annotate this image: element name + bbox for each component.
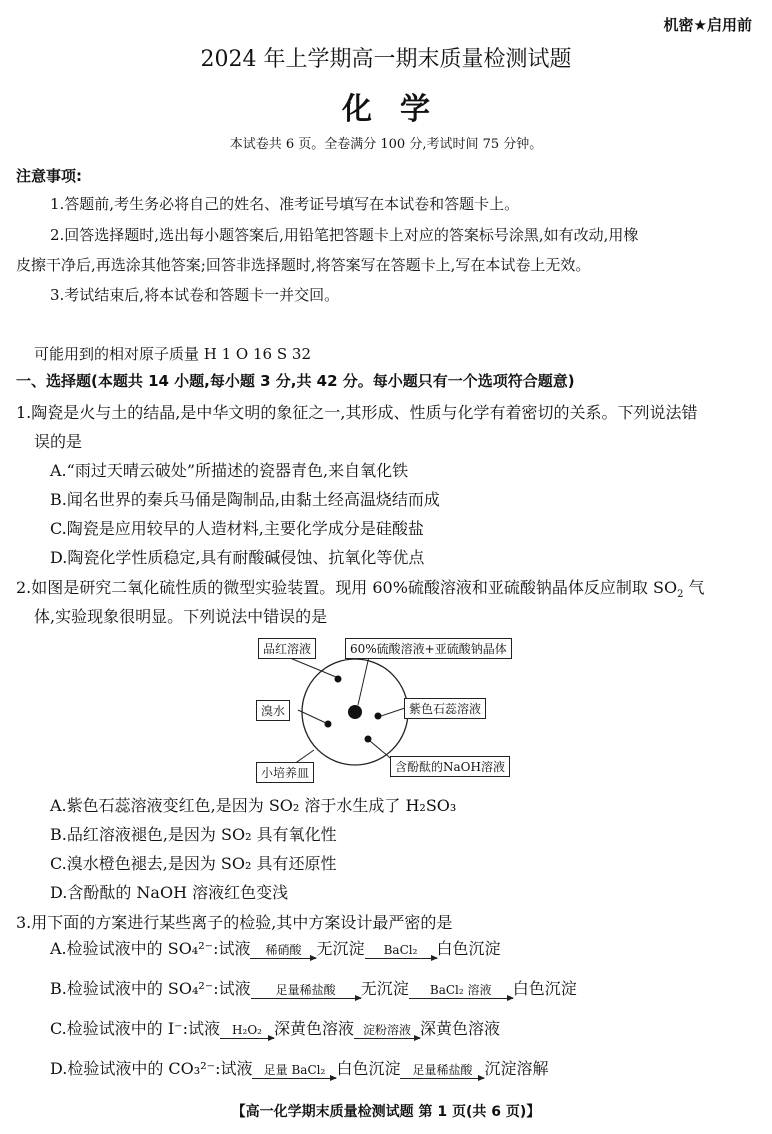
- q2-option-b: B.品红溶液褪色,是因为 SO₂ 具有氧化性: [50, 825, 337, 844]
- q2-stem: 2.如图是研究二氧化硫性质的微型实验装置。现用 60%硫酸溶液和亚硫酸钠晶体反应制取 $SO_2$ 气: [16, 578, 705, 601]
- center-reagent-dot: [348, 705, 362, 719]
- atomic-mass: 可能用到的相对原子质量 H 1 O 16 S 32: [34, 345, 311, 363]
- q1-option-d: D.陶瓷化学性质稳定,具有耐酸碱侵蚀、抗氧化等优点: [50, 548, 425, 567]
- subject-title: 化学: [342, 92, 458, 127]
- q3-option-c: C.检验试液中的 I⁻:试液 H₂O₂ 深黄色溶液 淀粉溶液 深黄色溶液: [50, 1019, 501, 1038]
- notice-item-2-cont: 皮擦干净后,再选涂其他答案;回答非选择题时,将答案写在答题卡上,写在本试卷上无效。: [16, 256, 591, 274]
- label-dish: 小培养皿: [256, 762, 314, 783]
- page-footer: 【高一化学期末质量检测试题 第 1 页(共 6 页)】: [231, 1104, 541, 1120]
- pinhong-leader: [290, 658, 336, 677]
- q1-option-a: A.“雨过天晴云破处”所描述的瓷器青色,来自氧化铁: [50, 461, 409, 480]
- q2-option-a: A.紫色石蕊溶液变红色,是因为 SO₂ 溶于水生成了 H₂SO₃: [50, 796, 457, 815]
- q3-stem: 3.用下面的方案进行某些离子的检验,其中方案设计最严密的是: [16, 913, 453, 932]
- q3-option-b: B.检验试液中的 SO₄²⁻:试液 足量稀盐酸 无沉淀 BaCl₂ 溶液 白色沉淀: [50, 979, 577, 998]
- q2-stem-cont: 体,实验现象很明显。下列说法中错误的是: [34, 607, 328, 626]
- notice-item-2: 2.回答选择题时,选出每小题答案后,用铅笔把答题卡上对应的答案标号涂黑,如有改动,用橡: [50, 226, 639, 244]
- label-shirui: 紫色石蕊溶液: [404, 698, 486, 719]
- label-center-reagent: 60%硫酸溶液+亚硫酸钠晶体: [345, 638, 512, 659]
- q1-option-c: C.陶瓷是应用较早的人造材料,主要化学成分是硅酸盐: [50, 519, 424, 538]
- q1-stem-cont: 误的是: [34, 432, 83, 451]
- xiushui-dot: [325, 721, 332, 728]
- sulfur-dioxide-apparatus-diagram: [250, 632, 530, 787]
- shirui-dot: [375, 713, 382, 720]
- shirui-leader: [381, 708, 405, 716]
- q2-option-c: C.溴水橙色褪去,是因为 SO₂ 具有还原性: [50, 854, 337, 873]
- label-pinhong: 品红溶液: [258, 638, 316, 659]
- label-xiushui: 溴水: [256, 700, 290, 721]
- label-naoh: 含酚酞的NaOH溶液: [390, 756, 510, 777]
- q1-option-b: B.闻名世界的秦兵马俑是陶制品,由黏土经高温烧结而成: [50, 490, 440, 509]
- exam-title: 2024 年上学期高一期末质量检测试题: [200, 47, 572, 72]
- q1-stem: 1.陶瓷是火与土的结晶,是中华文明的象征之一,其形成、性质与化学有着密切的关系。下列说法错: [16, 403, 698, 422]
- q3-option-d: D.检验试液中的 CO₃²⁻:试液 足量 BaCl₂ 白色沉淀 足量稀盐酸 沉淀溶解: [50, 1059, 549, 1078]
- notice-heading: 注意事项:: [16, 167, 82, 185]
- notice-item-3: 3.考试结束后,将本试卷和答题卡一并交回。: [50, 286, 340, 304]
- section-heading: 一、选择题(本题共 14 小题,每小题 3 分,共 42 分。每小题只有一个选项符合题意): [16, 372, 575, 390]
- q3-option-a: A.检验试液中的 SO₄²⁻:试液 稀硝酸 无沉淀 BaCl₂ 白色沉淀: [50, 939, 501, 958]
- confidential-mark: 机密★启用前: [663, 16, 752, 34]
- notice-item-1: 1.答题前,考生务必将自己的姓名、准考证号填写在本试卷和答题卡上。: [50, 195, 520, 213]
- q2-option-d: D.含酚酞的 NaOH 溶液红色变浅: [50, 883, 289, 902]
- exam-info: 本试卷共 6 页。全卷满分 100 分,考试时间 75 分钟。: [229, 137, 543, 152]
